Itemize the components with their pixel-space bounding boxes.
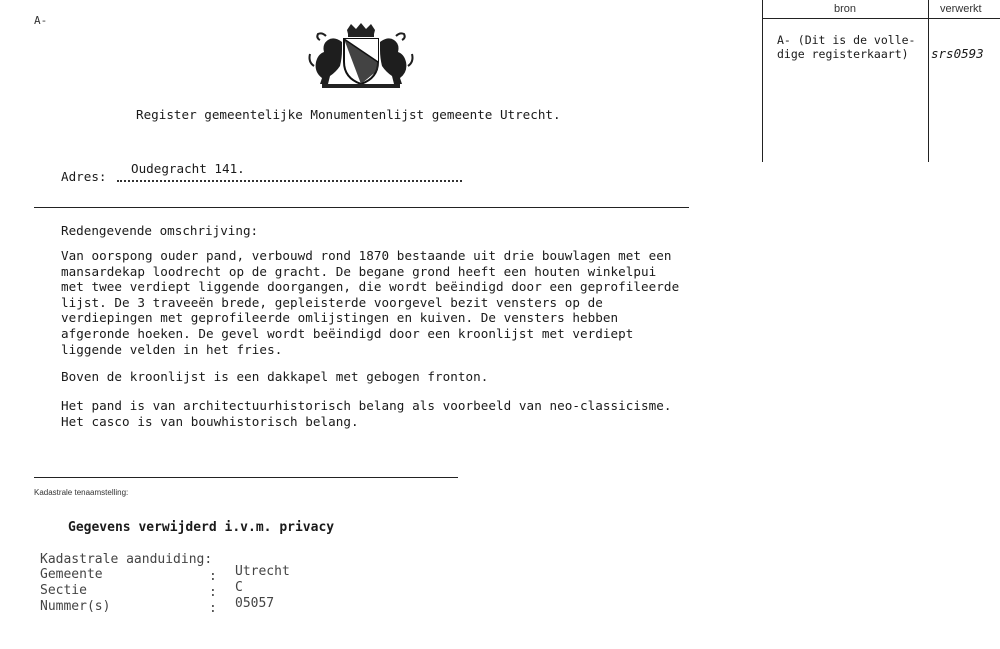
row-label-sectie: Sectie <box>40 583 87 598</box>
corner-code: A- <box>34 14 48 27</box>
address-value: Oudegracht 141. <box>131 161 245 176</box>
row-label-gemeente: Gemeente <box>40 567 103 582</box>
description-paragraph-1: Van oorspong ouder pand, verbouwd rond 1870 bestaande uit drie bouwlagen met een mansardekap loodrecht op de gracht. De begane grond heeft een houten winkelpui met twee verdiept liggende doorgangen, die wordt beëindigd door een geprofileerde lijst. De 3 traveeën brede, gepleisterde voorgevel bezit vensters op de verdiepingen met geprofileerde omlijstingen en kuiven. De vensters hebben afgeronde hoeken. De gevel wordt beëindigd door een kroonlijst met verdiept liggende velden in het fries. <box>61 248 680 357</box>
register-title: Register gemeentelijke Monumentenlijst gemeente Utrecht. <box>136 107 561 122</box>
row-label-nummer: Nummer(s) <box>40 599 111 614</box>
row-colon-nummer: : <box>209 601 217 616</box>
description-paragraph-3: Het pand is van architectuurhistorisch belang als voorbeeld van neo-classicisme. Het casco is van bouwhistorisch belang. <box>61 398 672 429</box>
cadastral-divider <box>34 477 458 478</box>
address-label: Adres: <box>61 169 107 184</box>
row-colon-gemeente: : <box>209 569 217 584</box>
privacy-notice: Gegevens verwijderd i.v.m. privacy <box>68 520 335 535</box>
coat-of-arms-icon <box>306 22 416 90</box>
row-value-sectie: C <box>235 580 243 595</box>
address-dotted-line <box>117 180 462 182</box>
row-value-gemeente: Utrecht <box>235 564 290 579</box>
coat-of-arms-emblem <box>306 22 416 90</box>
header-verwerkt: verwerkt <box>940 3 982 15</box>
bron-line-1: A- (Dit is de volle- <box>777 33 916 47</box>
bron-line-2: dige registerkaart) <box>777 47 909 61</box>
cadastral-heading: Kadastrale aanduiding: <box>40 552 213 567</box>
section-divider <box>34 207 689 208</box>
header-bron: bron <box>834 3 857 15</box>
verwerkt-value: srs0593 <box>931 46 984 61</box>
description-heading: Redengevende omschrijving: <box>61 223 259 238</box>
description-paragraph-2: Boven de kroonlijst is een dakkapel met gebogen fronton. <box>61 369 489 384</box>
row-value-nummer: 05057 <box>235 596 275 611</box>
owner-label: Kadastrale tenaamstelling: <box>34 488 129 497</box>
row-colon-sectie: : <box>209 585 217 600</box>
